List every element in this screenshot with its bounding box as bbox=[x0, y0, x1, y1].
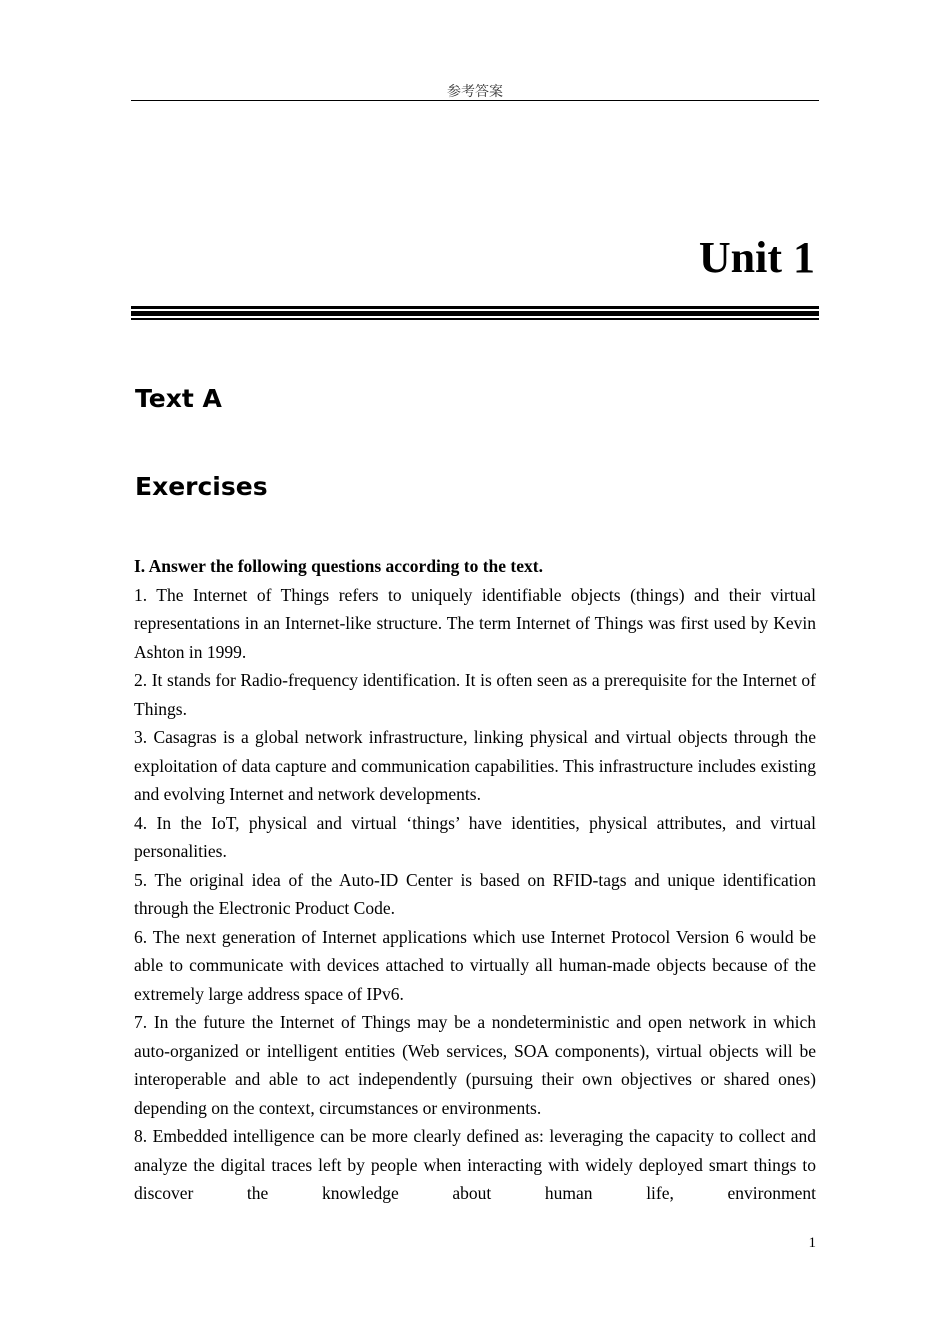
title-rule bbox=[131, 306, 819, 321]
answer-7: 7. In the future the Internet of Things may be a nondeterministic and open network in which auto-organized or intelligent entities (Web services, SOA components), virtual objects will be interoperable and able to act independently (pursuing their own objectives or shared ones) depending on the context, circumstances or environments. bbox=[134, 1012, 816, 1118]
answer-4: 4. In the IoT, physical and virtual ‘things’ have identities, physical attributes, and virtual personalities. bbox=[134, 812, 816, 861]
answer-1: 1. The Internet of Things refers to uniquely identifiable objects (things) and their virtual representations in an Internet-like structure. The term Internet of Things was first used by Kevin Ashton in 1999. bbox=[134, 584, 816, 662]
page-number: 1 bbox=[808, 1235, 816, 1251]
subsection-title: Exercises bbox=[135, 472, 268, 501]
section-title: Text A bbox=[135, 384, 222, 413]
answers-content bbox=[134, 552, 816, 1208]
answer-2: 2. It stands for Radio-frequency identification. It is often seen as a prerequisite for the Internet of Things. bbox=[134, 670, 816, 719]
part-heading: I. Answer the following questions according to the text. bbox=[134, 556, 543, 576]
answer-5: 5. The original idea of the Auto-ID Center is based on RFID-tags and unique identification through the Electronic Product Code. bbox=[134, 869, 816, 918]
unit-title: Unit 1 bbox=[698, 233, 815, 282]
answer-8: 8. Embedded intelligence can be more clearly defined as: leveraging the capacity to collect and analyze the digital traces left by people when interacting with widely deployed smart things to discover the knowledge about human life, environment bbox=[134, 1126, 816, 1203]
answer-3: 3. Casagras is a global network infrastructure, linking physical and virtual objects through the exploitation of data capture and communication capabilities. This infrastructure includes existing and evolving Internet and network developments. bbox=[134, 727, 816, 804]
page-header: 参考答案 bbox=[447, 84, 503, 100]
header-rule bbox=[131, 100, 819, 101]
answer-6: 6. The next generation of Internet applications which use Internet Protocol Version 6 would be able to communicate with devices attached to virtually all human-made objects because of the extremely large address space of IPv6. bbox=[134, 926, 816, 1004]
